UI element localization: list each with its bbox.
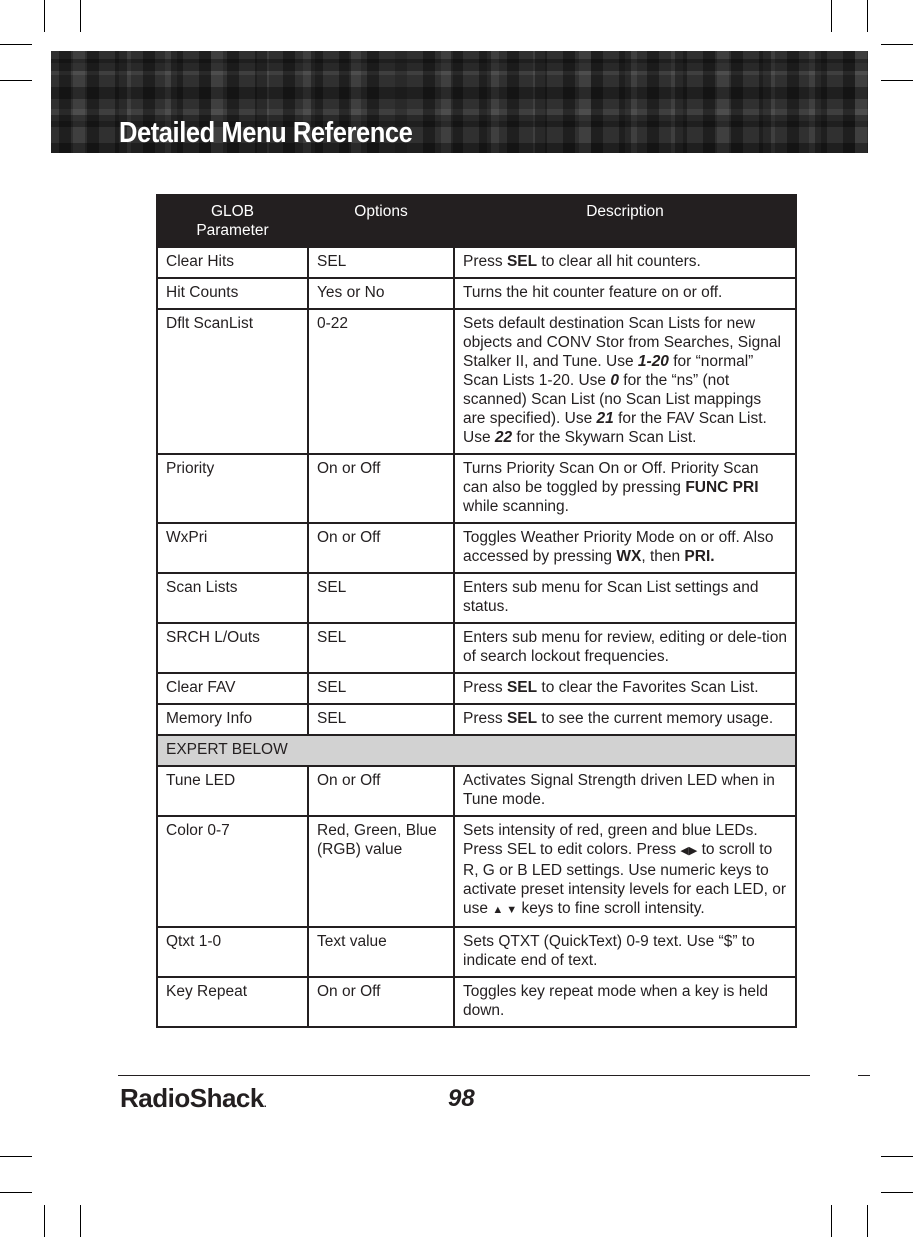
- parameter-cell: Priority: [157, 454, 308, 523]
- options-cell: SEL: [308, 623, 454, 673]
- column-header-label: GLOB Parameter: [196, 203, 269, 239]
- description-cell: [454, 247, 796, 278]
- section-row: [157, 735, 796, 766]
- column-header-parameter: [157, 195, 308, 247]
- key-label: PRI.: [684, 548, 715, 565]
- description-cell: [454, 309, 796, 454]
- table-row: [157, 766, 796, 816]
- description-cell: [454, 623, 796, 673]
- options-cell: Yes or No: [308, 278, 454, 309]
- options-cell: Red, Green, Blue (RGB) value: [308, 816, 454, 927]
- description-text: Sets intensity of red, green and blue LEDs. Press SEL to edit colors. Press: [463, 822, 758, 858]
- crop-mark: [0, 1156, 32, 1157]
- brand-name: RadioShack: [120, 1083, 264, 1113]
- description-text: Press: [463, 710, 507, 727]
- key-label: FUNC PRI: [685, 479, 759, 496]
- table-row: [157, 623, 796, 673]
- table-row: [157, 454, 796, 523]
- options-cell: SEL: [308, 573, 454, 623]
- description-cell: [454, 704, 796, 735]
- section-label: EXPERT BELOW: [157, 735, 796, 766]
- parameter-cell: Tune LED: [157, 766, 308, 816]
- crop-mark: [0, 44, 32, 45]
- options-cell: On or Off: [308, 523, 454, 573]
- options-cell: Text value: [308, 927, 454, 977]
- arrow-keys-icon: ▲ ▼: [492, 904, 518, 916]
- options-cell: SEL: [308, 704, 454, 735]
- value-label: 22: [494, 429, 513, 446]
- description-text: Toggles key repeat mode when a key is held down.: [463, 983, 769, 1019]
- crop-mark: [867, 1205, 868, 1237]
- description-text: for the Skywarn Scan List.: [512, 429, 697, 446]
- key-label: SEL: [506, 253, 538, 270]
- parameter-cell: Dflt ScanList: [157, 309, 308, 454]
- description-cell: [454, 977, 796, 1027]
- description-cell: [454, 766, 796, 816]
- table-row: [157, 278, 796, 309]
- crop-mark: [0, 1192, 32, 1193]
- description-text: Activates Signal Strength driven LED when in Tune mode.: [463, 772, 775, 808]
- table-row: [157, 816, 796, 927]
- description-cell: [454, 673, 796, 704]
- crop-mark: [881, 80, 913, 81]
- options-cell: SEL: [308, 673, 454, 704]
- table-row: [157, 309, 796, 454]
- options-cell: 0-22: [308, 309, 454, 454]
- crop-mark: [881, 44, 913, 45]
- description-cell: [454, 573, 796, 623]
- parameter-cell: Clear Hits: [157, 247, 308, 278]
- page-title: Detailed Menu Reference: [119, 117, 413, 149]
- description-text: Toggles Weather Priority Mode on or off. Also accessed by pressing: [463, 529, 774, 565]
- crop-mark: [867, 0, 868, 32]
- description-text: Enters sub menu for review, editing or dele-tion of search lockout frequencies.: [463, 629, 787, 665]
- parameter-cell: Memory Info: [157, 704, 308, 735]
- footer-tick: [858, 1075, 870, 1076]
- crop-mark: [881, 1156, 913, 1157]
- description-text: Enters sub menu for Scan List settings and status.: [463, 579, 759, 615]
- table-body: [157, 247, 796, 1027]
- parameter-cell: Key Repeat: [157, 977, 308, 1027]
- parameter-cell: Clear FAV: [157, 673, 308, 704]
- key-label: SEL: [506, 710, 538, 727]
- crop-mark: [881, 1192, 913, 1193]
- description-text: Press: [463, 679, 507, 696]
- description-cell: [454, 816, 796, 927]
- footer-divider: [118, 1075, 810, 1076]
- description-text: to clear all hit counters.: [537, 253, 701, 270]
- parameter-cell: SRCH L/Outs: [157, 623, 308, 673]
- arrow-keys-icon: ◀▶: [680, 845, 698, 857]
- value-label: 0: [610, 372, 619, 389]
- options-cell: SEL: [308, 247, 454, 278]
- parameter-cell: Hit Counts: [157, 278, 308, 309]
- table-row: [157, 673, 796, 704]
- parameter-cell: Color 0-7: [157, 816, 308, 927]
- description-text: Turns Priority Scan On or Off. Priority Scan can also be toggled by pressing: [463, 460, 759, 496]
- description-text: Sets QTXT (QuickText) 0-9 text. Use “$” to indicate end of text.: [463, 933, 755, 969]
- crop-mark: [831, 1205, 832, 1237]
- description-text: for the “ns” (not scanned) Scan List (no Scan List mappings are specified). Use: [463, 372, 762, 427]
- description-text: to scroll to R, G or B LED settings. Use numeric keys to activate preset intensity levels for each LED, or use: [463, 841, 787, 917]
- brand-mark: .: [263, 1099, 267, 1110]
- table-row: [157, 247, 796, 278]
- description-text: Turns the hit counter feature on or off.: [463, 284, 723, 301]
- crop-mark: [80, 0, 81, 32]
- description-text: Sets default destination Scan Lists for new objects and CONV Stor from Searches, Signal Stalker II, and Tune. Use: [463, 315, 781, 370]
- options-cell: On or Off: [308, 977, 454, 1027]
- parameter-cell: WxPri: [157, 523, 308, 573]
- parameter-cell: Scan Lists: [157, 573, 308, 623]
- column-header-options: Options: [308, 195, 454, 247]
- description-cell: [454, 278, 796, 309]
- options-cell: On or Off: [308, 454, 454, 523]
- table-row: [157, 927, 796, 977]
- options-cell: On or Off: [308, 766, 454, 816]
- crop-mark: [0, 80, 32, 81]
- parameter-cell: Qtxt 1-0: [157, 927, 308, 977]
- crop-mark: [80, 1205, 81, 1237]
- key-label: WX: [616, 548, 642, 565]
- crop-mark: [44, 1205, 45, 1237]
- description-cell: [454, 523, 796, 573]
- table-row: [157, 573, 796, 623]
- table-row: [157, 977, 796, 1027]
- description-cell: [454, 927, 796, 977]
- table-row: [157, 704, 796, 735]
- menu-reference-table: [156, 194, 797, 1028]
- table-header-row: [157, 195, 796, 247]
- description-text: while scanning.: [463, 498, 569, 515]
- description-cell: [454, 454, 796, 523]
- description-text: for the FAV Scan List. Use: [463, 410, 767, 446]
- description-text: keys to fine scroll intensity.: [517, 900, 705, 917]
- description-text: to clear the Favorites Scan List.: [537, 679, 759, 696]
- value-label: 1-20: [637, 353, 669, 370]
- page-number: 98: [448, 1085, 475, 1112]
- value-label: 21: [596, 410, 614, 427]
- description-text: Press: [463, 253, 507, 270]
- column-header-description: Description: [454, 195, 796, 247]
- radioshack-logo: [120, 1083, 266, 1114]
- key-label: SEL: [506, 679, 538, 696]
- crop-mark: [831, 0, 832, 32]
- crop-mark: [44, 0, 45, 32]
- description-text: to see the current memory usage.: [537, 710, 774, 727]
- description-text: , then: [641, 548, 685, 565]
- table-row: [157, 523, 796, 573]
- description-text: for “normal” Scan Lists 1-20. Use: [463, 353, 754, 389]
